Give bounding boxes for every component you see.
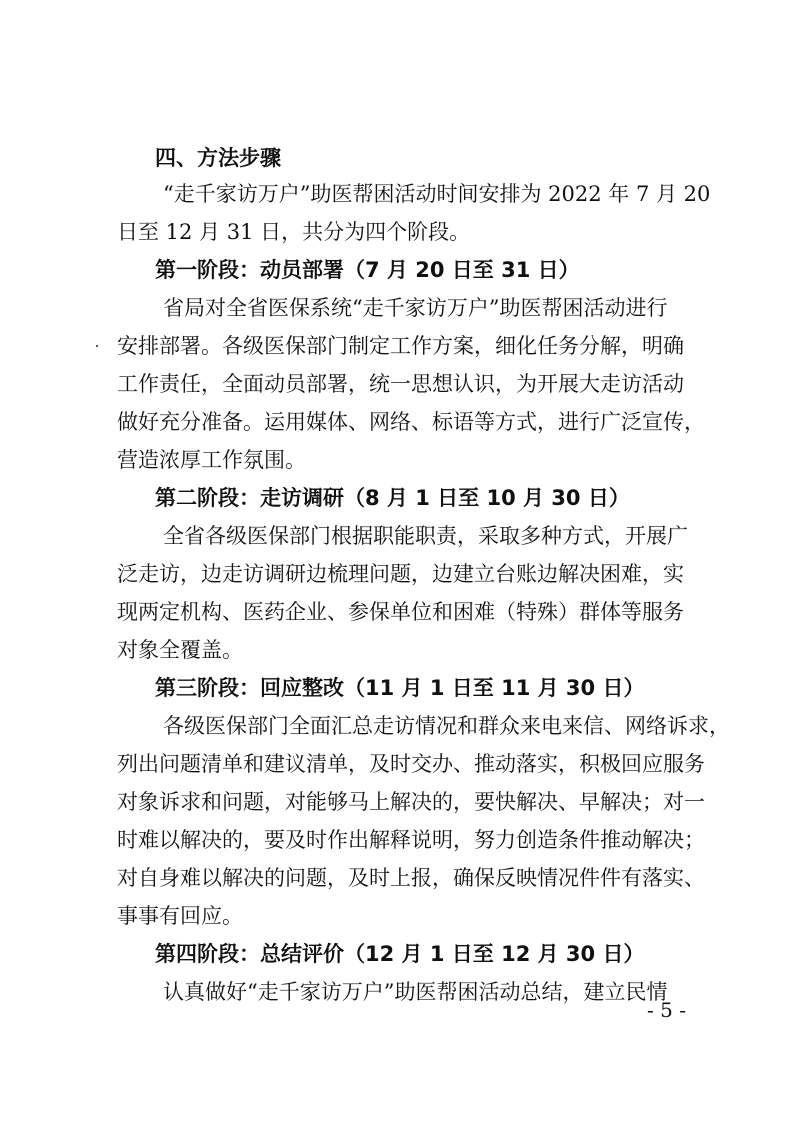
stage-heading bbox=[155, 478, 675, 518]
paragraph-line-text: 时难以解决的，要及时作出解释说明，努力创造条件推动解决； bbox=[117, 828, 705, 852]
stage-heading bbox=[155, 668, 695, 708]
paragraph-line-text: 现两定机构、医药企业、参保单位和困难（特殊）群体等服务 bbox=[117, 600, 684, 624]
paragraph-line-text: 对自身难以解决的问题，及时上报，确保反映情况件件有落实、 bbox=[117, 866, 705, 890]
section-heading-text: 四、方法步骤 bbox=[155, 146, 281, 170]
paragraph-line bbox=[117, 440, 683, 480]
page-number: - 5 - bbox=[647, 998, 686, 1022]
scan-speck bbox=[96, 345, 98, 347]
paragraph-line bbox=[117, 364, 683, 404]
paragraph-line-text: 安排部署。各级医保部门制定工作方案，细化任务分解，明确 bbox=[117, 334, 684, 358]
paragraph-line bbox=[163, 706, 730, 746]
paragraph-line bbox=[163, 174, 711, 214]
paragraph-line bbox=[163, 516, 688, 556]
paragraph-line bbox=[117, 554, 683, 594]
paragraph-line-text: 认真做好“走千家访万户”助医帮困活动总结，建立民情 bbox=[163, 980, 668, 1004]
paragraph-line-text: “走千家访万户”助医帮困活动时间安排为 2022 年 7 月 20 bbox=[163, 182, 711, 206]
stage-heading-text: 第一阶段：动员部署（7 月 20 日至 31 日） bbox=[155, 258, 580, 282]
paragraph-line bbox=[117, 592, 683, 632]
paragraph-line bbox=[163, 288, 683, 328]
stage-heading bbox=[155, 250, 655, 290]
paragraph-line bbox=[117, 212, 677, 252]
paragraph-line-text: 营造浓厚工作氛围。 bbox=[117, 448, 306, 472]
stage-heading-text: 第三阶段：回应整改（11 月 1 日至 11 月 30 日） bbox=[155, 676, 645, 700]
paragraph-line bbox=[117, 402, 705, 442]
stage-heading-text: 第二阶段：走访调研（8 月 1 日至 10 月 30 日） bbox=[155, 486, 630, 510]
paragraph-line-text: 做好充分准备。运用媒体、网络、标语等方式，进行广泛宣传， bbox=[117, 410, 705, 434]
paragraph-line-text: 省局对全省医保系统“走千家访万户”助医帮困活动进行 bbox=[163, 296, 668, 320]
paragraph-line-text: 事事有回应。 bbox=[117, 904, 243, 928]
paragraph-line bbox=[163, 972, 683, 1012]
paragraph-line bbox=[117, 820, 705, 860]
stage-heading-text: 第四阶段：总结评价（12 月 1 日至 12 月 30 日） bbox=[155, 942, 645, 966]
paragraph-line bbox=[117, 782, 705, 822]
stage-heading bbox=[155, 934, 695, 974]
section-heading bbox=[155, 138, 455, 178]
paragraph-line-text: 泛走访，边走访调研边梳理问题，边建立台账边解决困难，实 bbox=[117, 562, 684, 586]
paragraph-line bbox=[117, 896, 683, 936]
paragraph-line-text: 日至 12 月 31 日，共分为四个阶段。 bbox=[117, 220, 471, 244]
paragraph-line-text: 全省各级医保部门根据职能职责，采取多种方式，开展广 bbox=[163, 524, 688, 548]
paragraph-line-text: 列出问题清单和建议清单，及时交办、推动落实，积极回应服务 bbox=[117, 752, 705, 776]
paragraph-line-text: 工作责任，全面动员部署，统一思想认识，为开展大走访活动 bbox=[117, 372, 684, 396]
paragraph-line-text: 对象全覆盖。 bbox=[117, 638, 243, 662]
paragraph-line-text: 对象诉求和问题，对能够马上解决的，要快解决、早解决；对一 bbox=[117, 790, 705, 814]
paragraph-line bbox=[117, 858, 705, 898]
paragraph-line bbox=[117, 630, 683, 670]
paragraph-line bbox=[117, 744, 705, 784]
paragraph-line-text: 各级医保部门全面汇总走访情况和群众来电来信、网络诉求， bbox=[163, 714, 730, 738]
paragraph-line bbox=[117, 326, 683, 366]
